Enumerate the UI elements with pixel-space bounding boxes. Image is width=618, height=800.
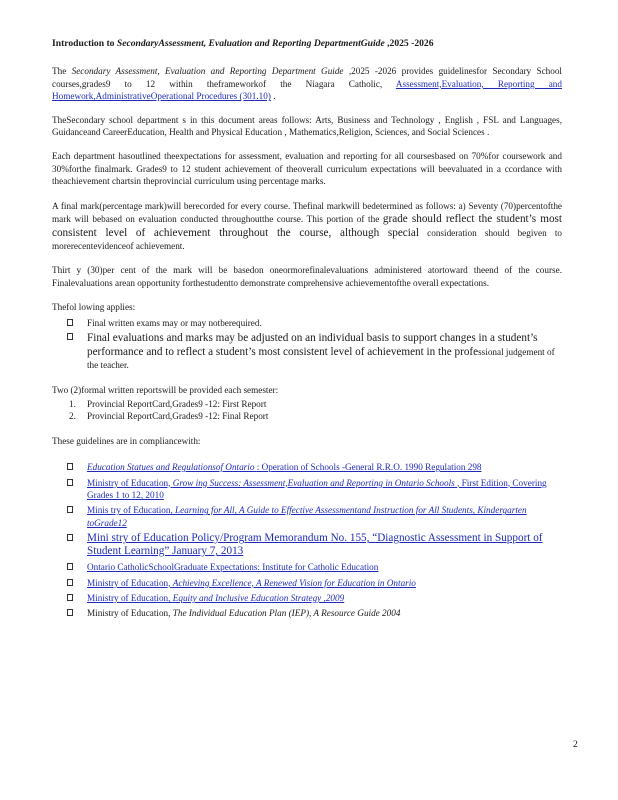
reference-item[interactable] bbox=[52, 477, 562, 502]
reference-item[interactable] bbox=[52, 504, 562, 529]
applies-list bbox=[52, 317, 562, 372]
list-item: Final written exams may or may notberequired. bbox=[52, 317, 562, 329]
reference-item: Ministry of Education, The Individual Education Plan (IEP), A Resource Guide 2004 bbox=[52, 607, 562, 619]
applies-heading: Thefol lowing applies: bbox=[52, 302, 136, 313]
department-areas-paragraph: TheSecondary school department s in this document areas follows: Arts, Business and Technology , English , FSL and Languages, Guidanceand CareerEducation, Health and Physical Education , Mathematics,Religion, Sciences, and Social Sciences . bbox=[52, 114, 562, 138]
reports-heading: Two (2)formal written reportswill be provided each semester: bbox=[52, 384, 279, 395]
page-title bbox=[52, 38, 562, 50]
reference-link[interactable]: Ministry of Education, Achieving Excellence, A Renewed Vision for Education in Ontario bbox=[87, 577, 416, 588]
page-content bbox=[52, 38, 562, 623]
compliance-heading: These guidelines are in compliancewith: bbox=[52, 435, 201, 446]
list-item: 1. Provincial ReportCard,Grades9 -12: First Report bbox=[69, 398, 267, 409]
reference-item[interactable] bbox=[52, 577, 562, 589]
page-number: 2 bbox=[573, 739, 578, 750]
reports-list bbox=[52, 398, 562, 423]
checkbox-bullet-icon bbox=[67, 534, 73, 541]
reference-item[interactable] bbox=[52, 592, 562, 604]
title-part-1: Introduction to bbox=[52, 38, 115, 49]
expectations-paragraph: Each department hasoutlined theexpectations for assessment, evaluation and reporting for all coursesbased on 70%for coursework and 30%forthe finalmark. Grades9 to 12 student achievement of theoverall curriculum expectations will beevaluated in a ccordance with theachievement chartsin theprovincial curriculum using percentage marks. bbox=[52, 151, 562, 187]
checkbox-bullet-icon bbox=[67, 594, 73, 601]
reference-link[interactable]: Ministry of Education, Grow ing Success: Assessment,Evaluation and Reporting in Ontario Schools , First Edition, Covering Grades 1 to 12, 2010 bbox=[87, 477, 547, 500]
title-part-3: ,2025 -2026 bbox=[387, 38, 434, 49]
intro-paragraph: The Secondary Assessment, Evaluation and Reporting Department Guide ,2025 -2026 provides guidelinesfor Secondary School courses,grades9 to 12 within theframeworkof the Niagara Catholic, Assessment,Evaluation, Reporting and Homework,AdministrativeOperational Procedures (301.10) . bbox=[52, 66, 562, 102]
checkbox-bullet-icon bbox=[67, 479, 73, 486]
references-list bbox=[52, 461, 562, 620]
reference-link[interactable]: Mini stry of Education Policy/Program Memorandum No. 155, “Diagnostic Assessment in Support of Student Learning” January 7, 2013 bbox=[87, 532, 543, 558]
checkbox-bullet-icon bbox=[67, 319, 73, 326]
final-mark-paragraph: A final mark(percentage mark)will berecorded for every course. Thefinal markwill bedetermined as follows: a) Seventy (70)percentofthe mark will bebased on evaluation conducted throughoutthe course. This portion of the grade should reflect the student’s most consistent level of achievement throughout the course, although special consideration should begiven to morerecentevidenceof achievement. bbox=[52, 200, 563, 252]
checkbox-bullet-icon bbox=[67, 333, 73, 340]
checkbox-bullet-icon bbox=[67, 506, 73, 513]
checkbox-bullet-icon bbox=[67, 563, 73, 570]
assessment-policy-link[interactable]: Assessment,Evaluation, Reporting and Homework,AdministrativeOperational Procedures (301.10) bbox=[52, 78, 562, 102]
title-part-2: SecondaryAssessment, Evaluation and Reporting DepartmentGuide bbox=[116, 38, 385, 49]
reference-link[interactable]: Ministry of Education, Equity and Inclusive Education Strategy ,2009 bbox=[87, 592, 345, 603]
list-item: 2. Provincial ReportCard,Grades9 -12: Final Report bbox=[69, 411, 269, 422]
checkbox-bullet-icon bbox=[67, 463, 73, 470]
reference-item[interactable] bbox=[52, 532, 562, 558]
checkbox-bullet-icon bbox=[67, 609, 73, 616]
reference-link[interactable]: Ontario CatholicSchoolGraduate Expectations: Institute for Catholic Education bbox=[87, 562, 379, 573]
reference-item[interactable] bbox=[52, 461, 562, 473]
reference-link[interactable]: Minis try of Education, Learning for All, A Guide to Effective Assessmentand Instruction for All Students, Kindergarten toGrade12 bbox=[87, 505, 527, 528]
thirty-percent-paragraph: Thirt y (30)per cent of the mark will be basedon oneormorefinalevaluations administered atortoward theend of the course. Finalevaluations arean opportunity forthestudentto demonstrate comprehensive achievementofthe overall expectations. bbox=[52, 265, 562, 288]
reference-link[interactable]: Education Statues and Regulationsof Ontario : Operation of Schools -General R.R.O. 1990 Regulation 298 bbox=[87, 462, 482, 473]
list-item: Final evaluations and marks may be adjusted on an individual basis to support changes in a student’s performance and to reflect a student’s most consistent level of achievement in the professional judgement of the teacher. bbox=[52, 331, 562, 371]
reference-item[interactable] bbox=[52, 561, 562, 573]
checkbox-bullet-icon bbox=[67, 579, 73, 586]
